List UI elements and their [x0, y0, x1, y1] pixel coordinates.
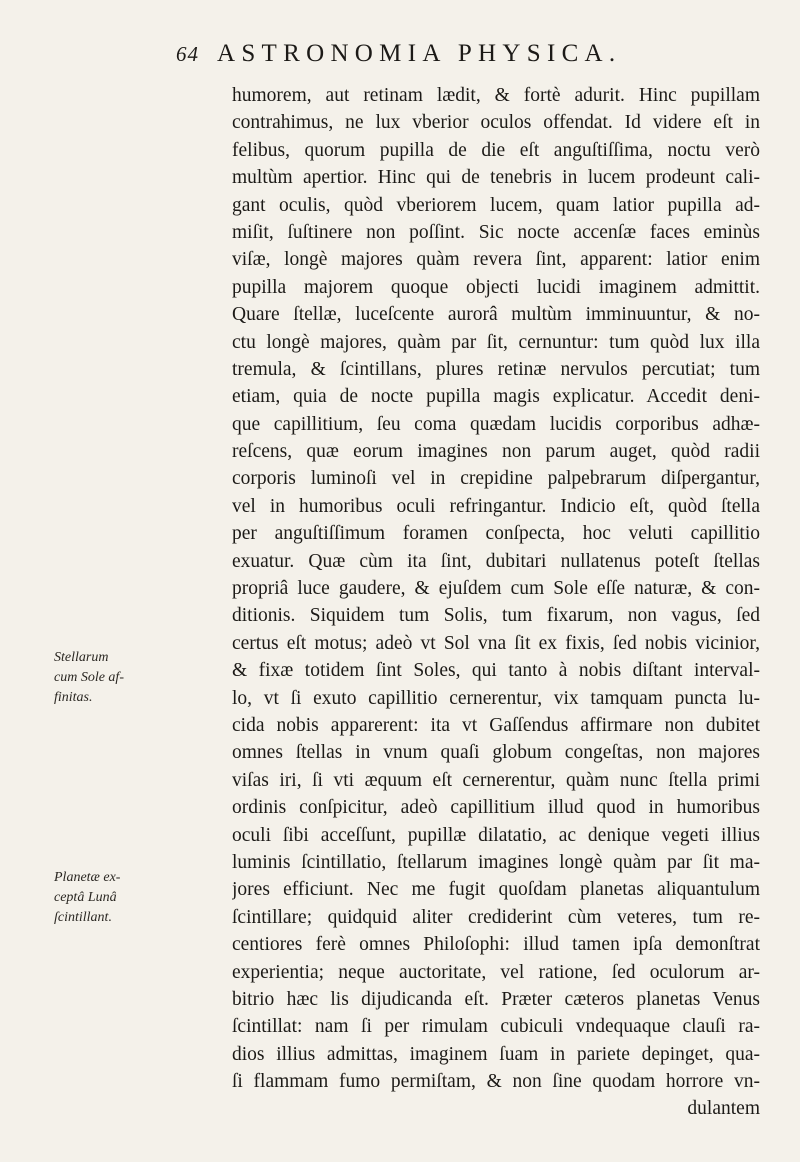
margin-note-line: cum Sole af- [54, 670, 124, 685]
text-line: Quare ſtellæ, luceſcente aurorâ multùm imminuuntur, & no- [232, 304, 760, 326]
margin-note-line: finitas. [54, 690, 93, 705]
margin-note-line: Planetæ ex- [54, 870, 121, 885]
text-line: contrahimus, ne lux vberior oculos offendat. Id videre eſt in [232, 112, 760, 134]
text-line: viſas iri, ſi vti æquum eſt cernerentur, quàm nunc ſtella primi [232, 769, 760, 791]
text-line: dios illius admittas, imaginem ſuam in pariete depinget, qua- [232, 1043, 760, 1065]
text-line: ſcintillare; quidquid aliter crediderint cùm veteres, tum re- [232, 906, 760, 928]
text-line: ordinis conſpicitur, adeò capillitium illud quod in humoribus [232, 797, 760, 819]
text-line: pupilla majorem quoque objecti lucidi imaginem admittit. [232, 276, 760, 298]
text-line: reſcens, quæ eorum imagines non parum auget, quòd radii [232, 441, 760, 463]
text-line: centiores ferè omnes Philoſophi: illud tamen ipſa demonſtrat [232, 934, 760, 956]
text-line: propriâ luce gaudere, & ejuſdem cum Sole eſſe naturæ, & con- [232, 578, 760, 600]
text-line: per anguſtiſſimum foramen conſpecta, hoc veluti capillitio [232, 523, 760, 545]
text-line: ditionis. Siquidem tum Solis, tum fixarum, non vagus, ſed [232, 605, 760, 627]
text-line: cida nobis apparerent: ita vt Gaſſendus affirmare non dubitet [232, 714, 760, 736]
text-line: viſæ, longè majores quàm revera ſint, apparent: latior enim [232, 249, 760, 271]
text-line: vel in humoribus oculi refringantur. Indicio eſt, quòd ſtella [232, 495, 760, 517]
margin-note-line: ceptâ Lunâ [54, 890, 117, 905]
text-line: multùm apertior. Hinc qui de tenebris in lucem prodeunt cali- [232, 167, 760, 189]
text-line: corporis luminoſi vel in crepidine palpebrarum diſpergantur, [232, 468, 760, 490]
text-line: experientia; neque auctoritate, vel ratione, ſed oculorum ar- [232, 961, 760, 983]
text-line: luminis ſcintillatio, ſtellarum imagines longè quàm par ſit ma- [232, 851, 760, 873]
text-line: etiam, quia de nocte pupilla magis explicatur. Accedit deni- [232, 386, 760, 408]
text-line: & fixæ totidem ſint Soles, qui tanto à nobis diſtant interval- [232, 660, 760, 682]
text-line: que capillitium, ſeu coma quædam lucidis corporibus adhæ- [232, 413, 760, 435]
text-line: exuatur. Quæ cùm ita ſint, dubitari nullatenus poteſt ſtellas [232, 550, 760, 572]
text-line: ſcintillat: nam ſi per rimulam cubiculi vndequaque clauſi ra- [232, 1016, 760, 1038]
text-line: miſit, ſuſtinere non poſſint. Sic nocte accenſæ faces eminùs [232, 221, 760, 243]
text-line: omnes ſtellas in vnum quaſi globum congeſtas, non majores [232, 742, 760, 764]
text-line: humorem, aut retinam lædit, & fortè adurit. Hinc pupillam [232, 85, 760, 106]
text-line: certus eſt motus; adeò vt Sol vna ſit ex fixis, ſed nobis vicinior, [232, 632, 760, 654]
text-line: ſi flammam fumo permiſtam, & non ſine quodam horrore vn- [232, 1071, 760, 1093]
text-line: oculi ſibi acceſſunt, pupillæ dilatatio, ac denique vegeti illius [232, 824, 760, 846]
margin-note-line: ſcintillant. [54, 910, 112, 925]
text-line: felibus, quorum pupilla de die eſt anguſtiſſima, noctu verò [232, 139, 760, 161]
margin-note [54, 868, 184, 928]
text-line: jores efficiunt. Nec me fugit quoſdam planetas aliquantulum [232, 879, 760, 901]
text-line: dulantem [687, 1098, 760, 1120]
text-line: ctu longè majores, quàm par ſit, cernuntur: tum quòd lux illa [232, 331, 760, 353]
text-line: lo, vt ſi exuto capillitio cernerentur, vix tamquam puncta lu- [232, 687, 760, 709]
body-text [232, 82, 760, 1123]
margin-note-line: Stellarum [54, 650, 109, 665]
page-header [176, 40, 621, 70]
text-line: tremula, & ſcintillans, plures retinæ nervulos percutiat; tum [232, 358, 760, 380]
text-line: bitrio hæc lis dijudicanda eſt. Præter cæteros planetas Venus [232, 988, 760, 1010]
running-title: ASTRONOMIA PHYSICA. [217, 40, 622, 67]
text-line: gant oculis, quòd vberiorem lucem, quam latior pupilla ad- [232, 194, 760, 216]
margin-note [54, 648, 184, 708]
page-number: 64 [176, 42, 199, 66]
